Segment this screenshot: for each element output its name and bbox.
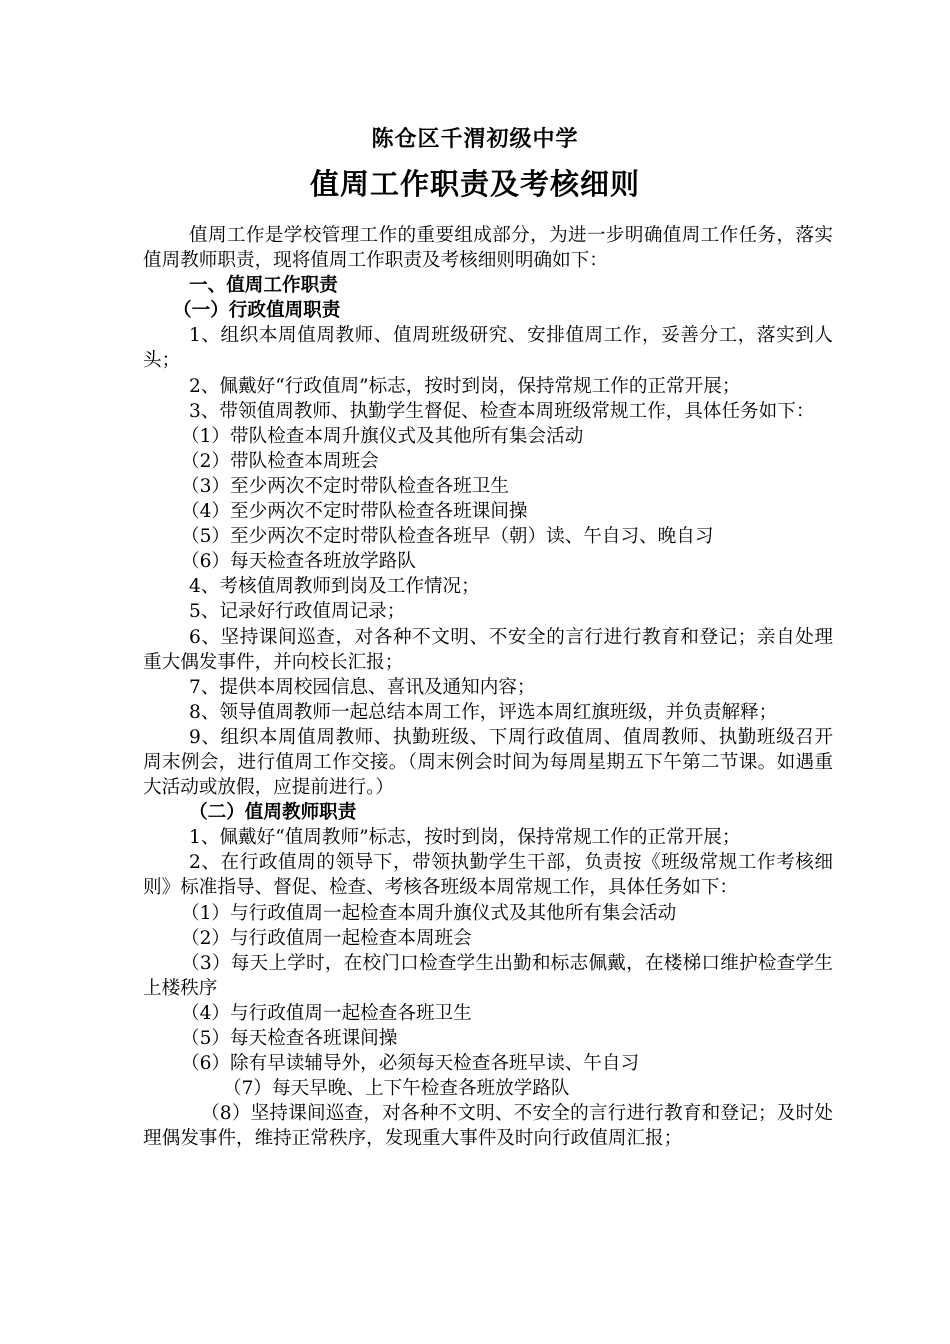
- document-body: [143, 223, 833, 1151]
- list-item: （1）带队检查本周升旗仪式及其他所有集会活动: [181, 425, 584, 447]
- list-item: （4）至少两次不定时带队检查各班课间操: [181, 501, 528, 523]
- school-name: 陈仓区千渭初级中学: [371, 127, 579, 152]
- list-item: （3）每天上学时，在校门口检查学生出勤和标志佩戴，在楼梯口维护检查学生上楼秩序: [143, 952, 833, 999]
- paragraph: 2、在行政值周的领导下，带领执勤学生干部，负责按《班级常规工作考核细则》标准指导、督促、检查、考核各班级本周常规工作，具体任务如下：: [143, 852, 833, 899]
- list-item: （4）与行政值周一起检查各班卫生: [181, 1002, 472, 1024]
- subsection-heading: （二）值周教师职责: [189, 802, 357, 824]
- list-item: （1）与行政值周一起检查本周升旗仪式及其他所有集会活动: [181, 902, 677, 924]
- paragraph: 1、佩戴好“值周教师”标志，按时到岗，保持常规工作的正常开展；: [189, 827, 741, 849]
- list-item: （5）至少两次不定时带队检查各班早（朝）读、午自习、晚自习: [181, 526, 714, 548]
- list-item: （7）每天早晚、上下午检查各班放学路队: [223, 1078, 570, 1100]
- paragraph: 4、考核值周教师到岗及工作情况；: [189, 576, 480, 598]
- paragraph: 3、带领值周教师、执勤学生督促、检查本周班级常规工作，具体任务如下：: [189, 400, 815, 422]
- paragraph: 7、提供本周校园信息、喜讯及通知内容；: [189, 676, 536, 698]
- paragraph: 9、组织本周值周教师、执勤班级、下周行政值周、值周教师、执勤班级召开周末例会，进行值周工作交接。（周末例会时间为每周星期五下午第二节课。如遇重大活动或放假，应提前进行。）: [143, 726, 833, 799]
- list-item: （6）除有早读辅导外，必须每天检查各班早读、午自习: [181, 1053, 640, 1075]
- list-item: （3）至少两次不定时带队检查各班卫生: [181, 475, 509, 497]
- section-heading: 一、值周工作职责: [189, 275, 338, 297]
- intro-paragraph: 值周工作是学校管理工作的重要组成部分，为进一步明确值周工作任务，落实值周教师职责，现将值周工作职责及考核细则明确如下：: [143, 225, 833, 272]
- document-title: 值周工作职责及考核细则: [309, 167, 640, 201]
- list-item: （2）与行政值周一起检查本周班会: [181, 927, 472, 949]
- list-item: （5）每天检查各班课间操: [181, 1028, 398, 1049]
- list-item: （8）坚持课间巡查，对各种不文明、不安全的言行进行教育和登记；及时处理偶发事件，维持正常秩序，发现重大事件及时向行政值周汇报；: [143, 1103, 833, 1150]
- paragraph: 8、领导值周教师一起总结本周工作，评选本周红旗班级，并负责解释；: [189, 701, 778, 723]
- subsection-heading: （一）行政值周职责: [173, 300, 341, 322]
- list-item: （2）带队检查本周班会: [181, 450, 379, 472]
- list-item: （6）每天检查各班放学路队: [181, 551, 416, 573]
- paragraph: 6、坚持课间巡查，对各种不文明、不安全的言行进行教育和登记；亲自处理重大偶发事件，并向校长汇报；: [143, 626, 833, 673]
- paragraph: 1、组织本周值周教师、值周班级研究、安排值周工作，妥善分工，落实到人头；: [143, 325, 833, 372]
- paragraph: 5、记录好行政值周记录；: [189, 601, 406, 623]
- paragraph: 2、佩戴好“行政值周”标志，按时到岗，保持常规工作的正常开展；: [189, 375, 741, 397]
